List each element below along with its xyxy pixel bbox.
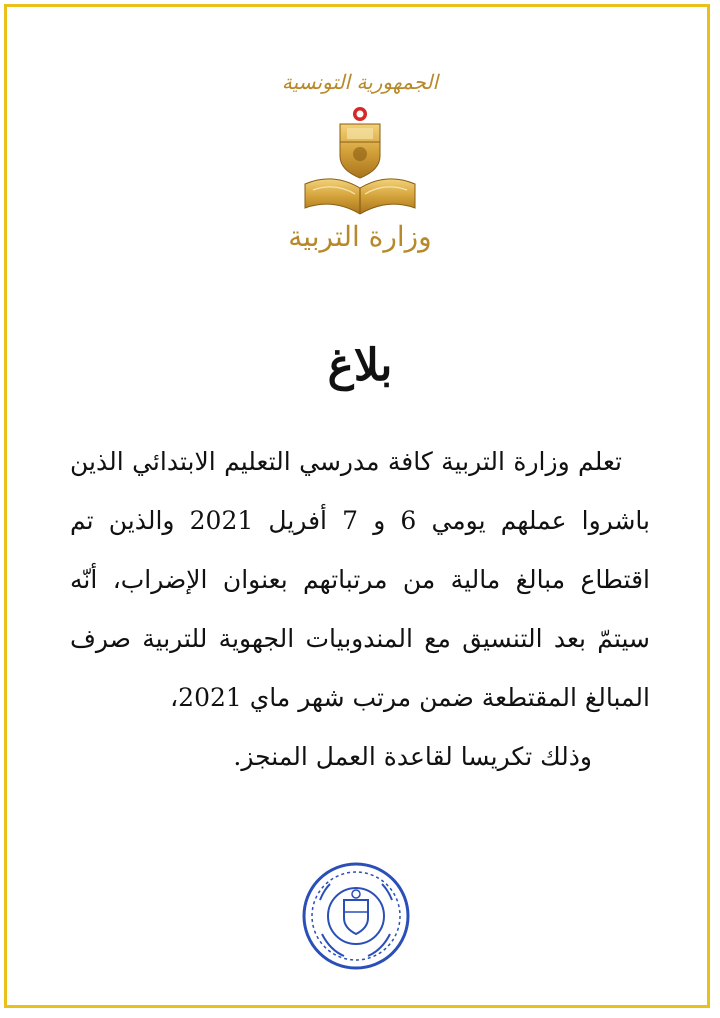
body-paragraph-1: تعلم وزارة التربية كافة مدرسي التعليم الابتدائي الذين باشروا عملهم يومي 6 و 7 أفريل 2021 والذين تم اقتطاع مبالغ مالية من مرتباتهم بعنوان الإضراب، أنّه سيتمّ بعد التنسيق مع المندوبيات الجهوية للتربية صرف المبالغ المقتطعة ضمن مرتب شهر ماي 2021، bbox=[70, 447, 650, 712]
announcement-body bbox=[70, 432, 650, 786]
ministry-name: وزارة التربية bbox=[288, 220, 432, 253]
body-paragraph-2: وذلك تكريسا لقاعدة العمل المنجز. bbox=[233, 742, 592, 771]
official-stamp-icon bbox=[300, 860, 412, 972]
ministry-emblem-icon bbox=[295, 104, 425, 216]
letterhead bbox=[270, 70, 450, 270]
document-title: بلاغ bbox=[327, 340, 393, 391]
republic-name: الجمهورية التونسية bbox=[281, 70, 439, 94]
